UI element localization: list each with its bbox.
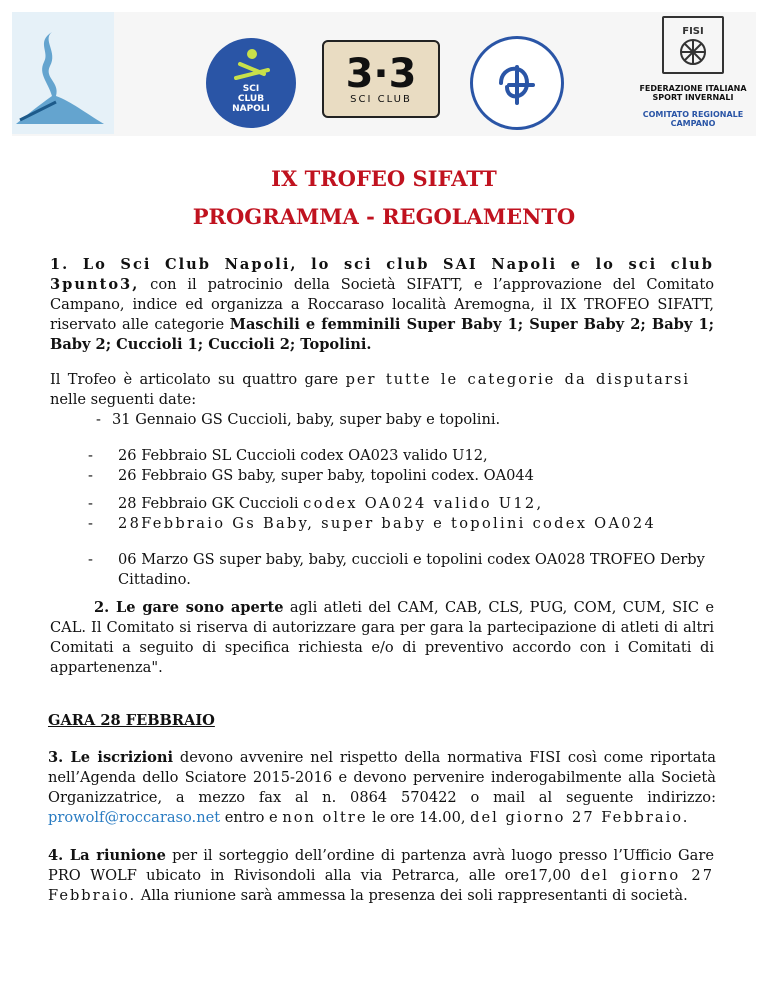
sci-club-line: SCI: [242, 84, 260, 94]
email-link[interactable]: prowolf@roccaraso.net: [48, 809, 221, 826]
paragraph-5-text: per il sorteggio dell’ordine di partenza avrà luogo presso l’Ufficio Gare PRO WOLF ubicato in Rivisondoli alla via Petrarca, alle ore17,00: [48, 847, 714, 884]
sci-club-line: NAPOLI: [232, 104, 270, 114]
paragraph-5: [48, 846, 714, 906]
paragraph-1: [50, 255, 714, 355]
logo-3p3-big: 3·3: [345, 50, 417, 97]
skier-icon: [222, 48, 282, 84]
list-text: [88, 494, 656, 514]
list-group: [88, 494, 656, 534]
paragraph-1-categories: Maschili e femminili Super Baby 1; Super Baby 2; Baby 1; Baby 2; Cuccioli 1; Cuccioli 2; Topolini.: [50, 316, 715, 353]
paragraph-5-lead: 4. La riunione: [48, 847, 166, 864]
fisi-logo: [630, 16, 756, 134]
paragraph-1-text: con il patrocinio della Società SIFATT, e l’approvazione del Comitato Campano, indice ed organizza a Roccaraso località Aremogna, il IX TROFEO SIFATT, riservato alle categorie: [50, 276, 714, 333]
sci-club-napoli-logo: [206, 38, 296, 128]
paragraph-1-lead: 1. Lo Sci Club Napoli, lo sci club SAI Napoli e lo sci club 3punto3,: [50, 256, 714, 293]
paragraph-4-tail4: del giorno 27 Febbraio.: [470, 809, 690, 826]
fisi-mark-icon: [662, 16, 724, 74]
list-dash: -: [88, 551, 93, 568]
list-text-plain: 28 Febbraio GK Cuccioli: [118, 495, 304, 512]
sci-club-line: CLUB: [237, 94, 265, 104]
list-dash: -: [88, 467, 93, 484]
indent: [50, 599, 94, 616]
paragraph-2: [50, 370, 690, 410]
list-item: [88, 550, 728, 590]
paragraph-3-text: agli atleti del CAM, CAB, CLS, PUG, COM, CUM, SIC e CAL. Il Comitato si riserva di autorizzare gara per gara la partecipazione di atleti di altri Comitati a seguito di specifica richiesta e/o di preventivo accordo con i Comitati di appartenenza".: [50, 599, 714, 676]
list-item: [88, 494, 656, 514]
cah-logo: [470, 36, 564, 130]
paragraph-4-tail1: entro e: [220, 809, 283, 826]
paragraph-3: [50, 598, 714, 678]
list-item: [96, 410, 500, 430]
paragraph-4-tail3: le ore 14.00,: [367, 809, 471, 826]
list-dash: -: [88, 447, 93, 464]
paragraph-4-tail2: non oltre: [282, 809, 368, 826]
list-text: 26 Febbraio GS baby, super baby, topolini codex. OA044: [118, 467, 534, 484]
list-dash: -: [88, 495, 93, 512]
list-group: [88, 446, 534, 486]
document-title: IX TROFEO SIFATT: [271, 166, 497, 191]
list-dash: -: [96, 411, 101, 428]
list-text-spaced: 28Febbraio Gs Baby, super baby e topolini codex OA024: [118, 515, 657, 532]
svg-text:FISI: FISI: [682, 26, 704, 37]
paragraph-2-a: Il Trofeo è articolato su quattro gare: [50, 371, 346, 388]
list-text: 26 Febbraio SL Cuccioli codex OA023 valido U12,: [118, 447, 488, 464]
paragraph-5-spaced: del giorno 27 Febbraio.: [48, 867, 714, 904]
paragraph-4-text: devono avvenire nel rispetto della normativa FISI così come riportata nell’Agenda dello Sciatore 2015-2016 e devono pervenire inderogabilmente alla Società Organizzatrice, a mezzo fax al n. 0864 570422 o mail al seguente indirizzo:: [48, 749, 716, 806]
document-subtitle: PROGRAMMA - REGOLAMENTO: [192, 204, 576, 229]
paragraph-2-c: nelle seguenti date:: [50, 391, 197, 408]
list-item: [88, 466, 534, 486]
paragraph-4-lead: 3. Le iscrizioni: [48, 749, 173, 766]
section-heading: GARA 28 FEBBRAIO: [48, 712, 215, 729]
list-text: 06 Marzo GS super baby, baby, cuccioli e topolini codex OA028 TROFEO Derby Cittadino.: [118, 551, 705, 588]
sifatt-logo: [12, 12, 114, 134]
list-item: [88, 514, 656, 534]
list-text: 31 Gennaio GS Cuccioli, baby, super baby e topolini.: [112, 411, 501, 428]
paragraph-3-lead: 2. Le gare sono aperte: [94, 599, 284, 616]
fisi-line2: SPORT INVERNALI: [652, 93, 734, 102]
paragraph-2-b: per tutte le categorie da disputarsi: [345, 371, 690, 388]
three-punto-three-logo: [322, 40, 440, 118]
logo-3p3-small: SCI CLUB: [350, 93, 412, 105]
paragraph-5-tail: Alla riunione sarà ammessa la presenza dei soli rappresentanti di società.: [136, 887, 688, 904]
list-dash: -: [88, 515, 93, 532]
list-text-spaced: codex OA024 valido U12,: [303, 495, 544, 512]
fisi-line3: COMITATO REGIONALE CAMPANO: [642, 110, 744, 128]
list-item: [88, 446, 534, 466]
fisi-line1: FEDERAZIONE ITALIANA: [639, 84, 747, 93]
paragraph-4: [48, 748, 716, 828]
